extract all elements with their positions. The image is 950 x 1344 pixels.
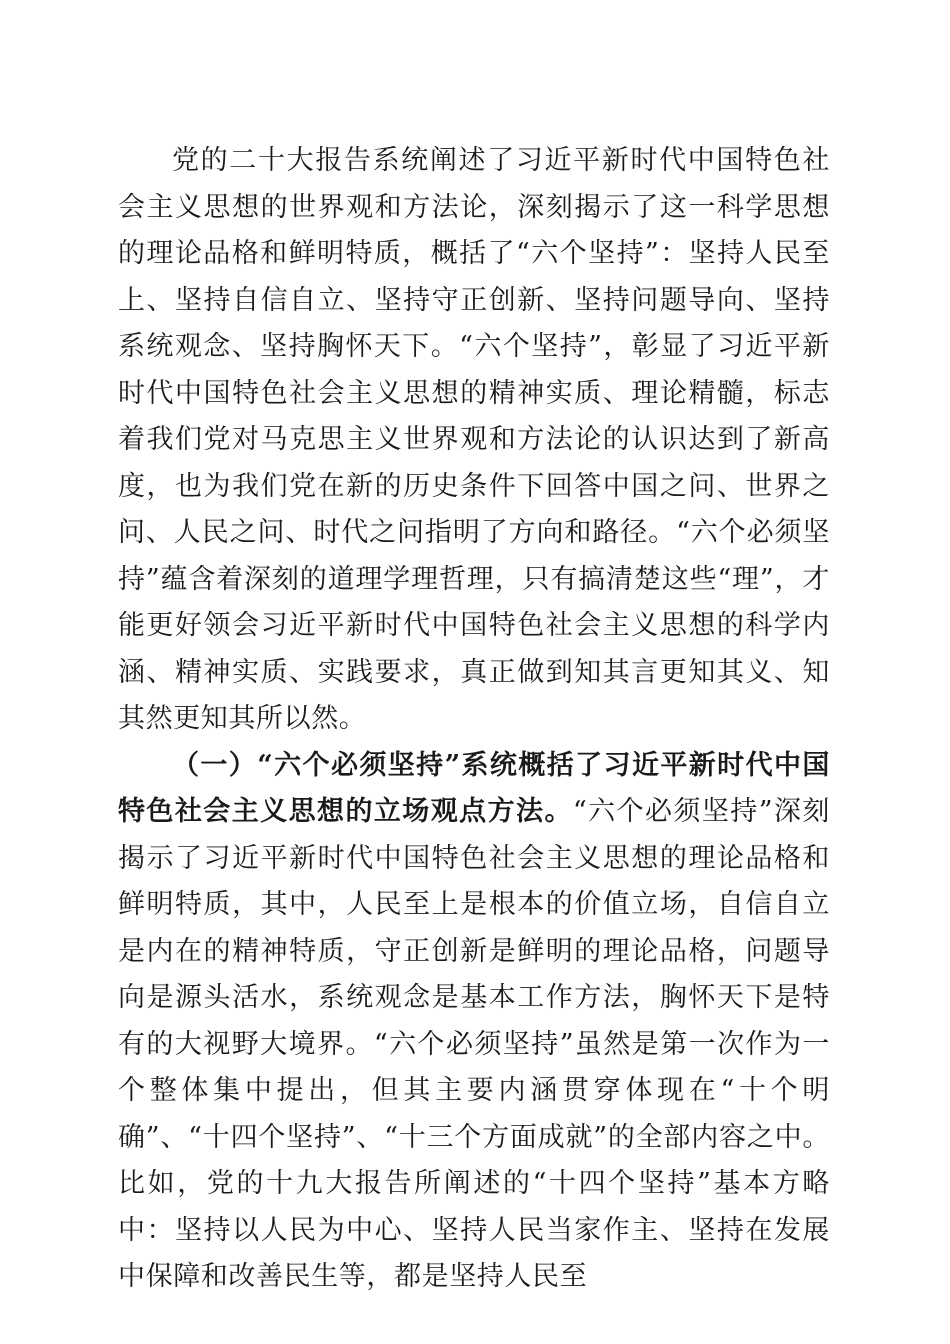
section-heading: （一）“六个必须坚持”系统概括了习近平新时代中国特色社会主义思想的立场观点方法。	[118, 749, 830, 827]
section-body: “六个必须坚持”深刻揭示了习近平新时代中国特色社会主义思想的理论品格和鲜明特质，其中，人民至上是根本的价值立场，自信自立是内在的精神特质，守正创新是鲜明的理论品格，问题导向是源头活水，系统观念是基本工作方法，胸怀天下是特有的大视野大境界。“六个必须坚持”虽然是第一次作为一个整体集中提出，但其主要内涵贯穿体现在“十个明确”、“十四个坚持”、“十三个方面成就”的全部内容之中。比如，党的十九大报告所阐述的“十四个坚持”基本方略中：坚持以人民为中心、坚持人民当家作主、坚持在发展中保障和改善民生等，都是坚持人民至	[118, 796, 830, 1292]
document-body	[118, 138, 830, 1301]
paragraph-section-one	[118, 743, 830, 1301]
paragraph-intro: 党的二十大报告系统阐述了习近平新时代中国特色社会主义思想的世界观和方法论，深刻揭示了这一科学思想的理论品格和鲜明特质，概括了“六个坚持”：坚持人民至上、坚持自信自立、坚持守正创新、坚持问题导向、坚持系统观念、坚持胸怀天下。“六个坚持”，彰显了习近平新时代中国特色社会主义思想的精神实质、理论精髓，标志着我们党对马克思主义世界观和方法论的认识达到了新高度，也为我们党在新的历史条件下回答中国之问、世界之问、人民之问、时代之问指明了方向和路径。“六个必须坚持”蕴含着深刻的道理学理哲理，只有搞清楚这些“理”，才能更好领会习近平新时代中国特色社会主义思想的科学内涵、精神实质、实践要求，真正做到知其言更知其义、知其然更知其所以然。	[118, 145, 830, 734]
